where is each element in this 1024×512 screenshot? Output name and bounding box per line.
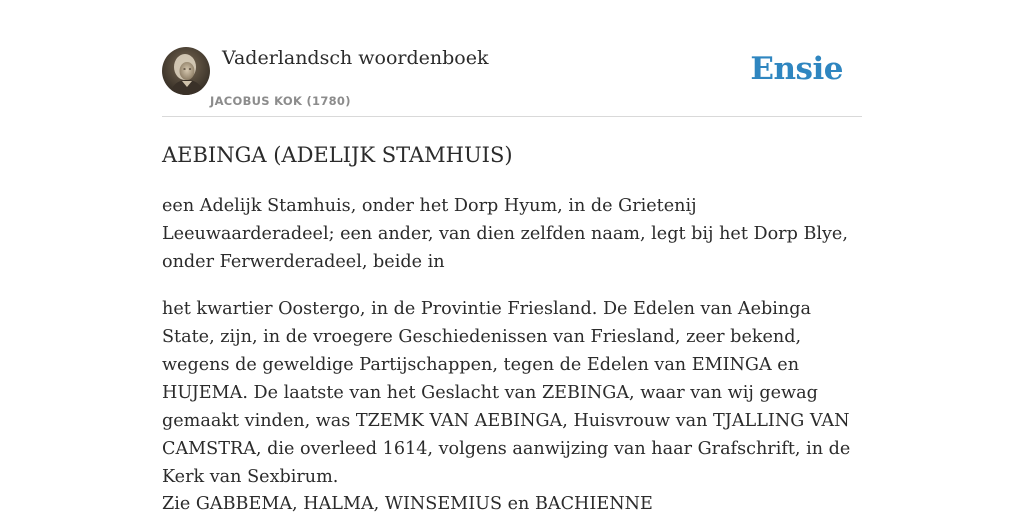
author-name[interactable]: JACOBUS KOK (1780) (210, 94, 351, 108)
entry-title: AEBINGA (ADELIJK STAMHUIS) (162, 143, 513, 167)
book-header (162, 0, 862, 117)
entry-paragraph: een Adelijk Stamhuis, onder het Dorp Hyum, in de Grietenij Leeuwaarderadeel; een ander, van dien zelfden naam, legt bij het Dorp Blye, onder Ferwerderadeel, beide in (162, 196, 848, 272)
page (162, 0, 862, 512)
book-title[interactable]: Vaderlandsch woordenboek (222, 47, 489, 69)
see-also-paragraph: Zie GABBEMA, HALMA, WINSEMIUS en BACHIENNE (162, 494, 653, 512)
portrait-icon (162, 47, 210, 95)
author-avatar[interactable] (162, 47, 210, 95)
ensie-logo[interactable]: Ensie (750, 51, 843, 87)
entry-paragraph: het kwartier Oostergo, in de Provintie Friesland. De Edelen van Aebinga State, zijn, in de vroegere Geschiedenissen van Friesland, zeer bekend, wegens de geweldige Partijschappen, tegen de Edelen van EMINGA en HUJEMA. De laatste van het Geslacht van ZEBINGA, waar van wij gewag gemaakt vinden, was TZEMK VAN AEBINGA, Huisvrouw van TJALLING VAN CAMSTRA, die overleed 1614, volgens aanwijzing van haar Grafschrift, in de Kerk van Sexbirum. (162, 299, 851, 487)
